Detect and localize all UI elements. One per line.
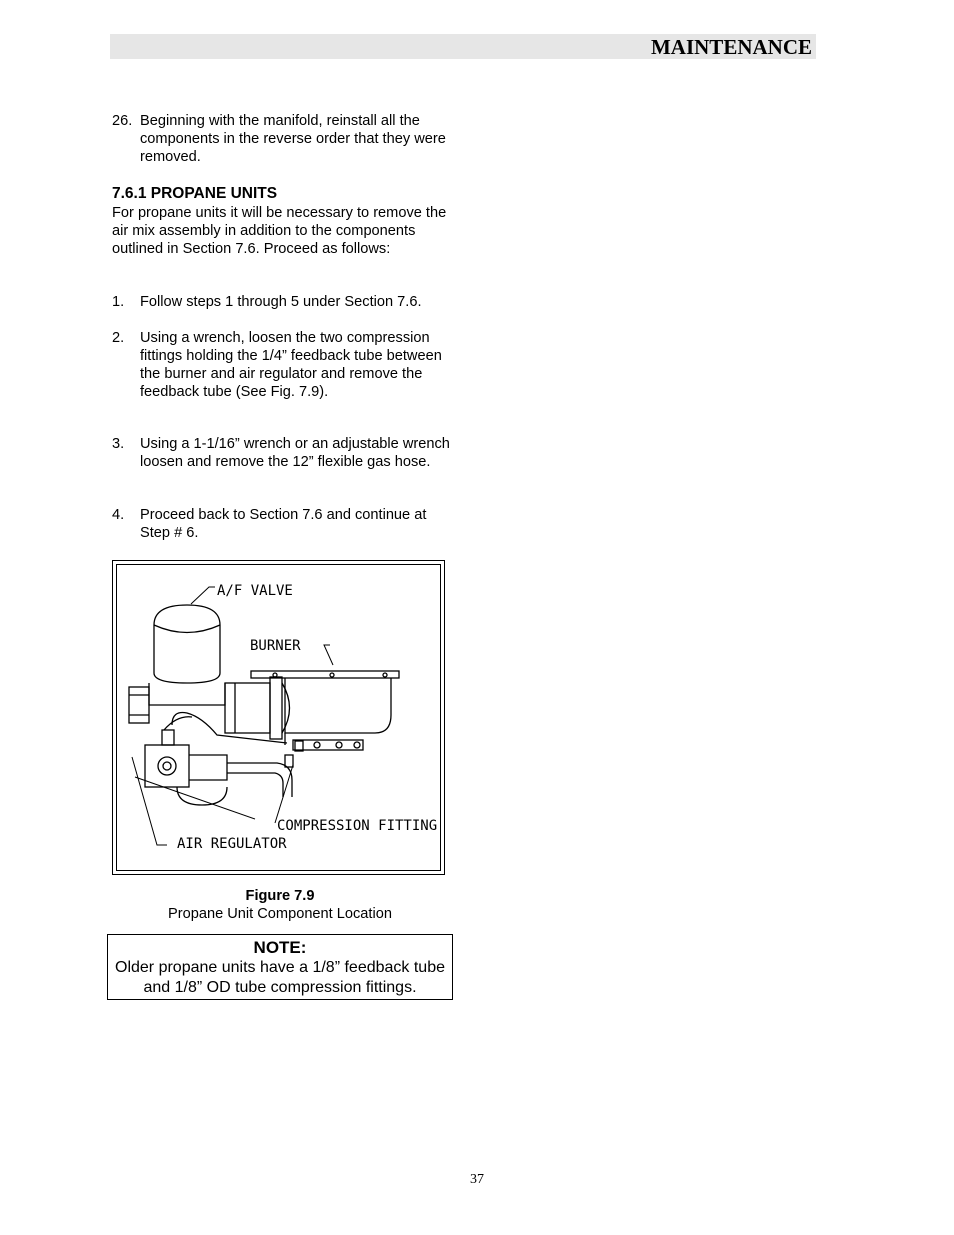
note-box: [107, 934, 453, 1000]
compression-fitting-label: COMPRESSION FITTING: [277, 818, 438, 834]
note-text: Older propane units have a 1/8” feedback tube and 1/8” OD tube compression fittings.: [115, 959, 445, 996]
figure-caption-title: Figure 7.9: [245, 888, 315, 904]
air-regulator-label: AIR REGULATOR: [177, 836, 287, 852]
burner-label: BURNER: [250, 638, 301, 654]
af-valve-label: A/F VALVE: [217, 583, 293, 599]
header-bar: [110, 34, 816, 59]
step-text: Using a 1-1/16” wrench or an adjustable wrench loosen and remove the 12” flexible gas hose.: [140, 436, 450, 470]
step-number: 1.: [112, 294, 125, 310]
note-title: NOTE:: [253, 938, 307, 957]
step-text: Using a wrench, loosen the two compression fittings holding the 1/4” feedback tube between the burner and air regulator and remove the feedback tube (See Fig. 7.9).: [140, 330, 442, 400]
step-text: Beginning with the manifold, reinstall all the components in the reverse order that they were removed.: [140, 113, 446, 165]
page-title: MAINTENANCE: [650, 35, 812, 59]
step-number: 3.: [112, 436, 125, 452]
section-intro: For propane units it will be necessary to remove the air mix assembly in addition to the components outlined in Section 7.6. Proceed as follows:: [112, 205, 447, 257]
page-number: 37: [470, 1172, 484, 1187]
step-text: Proceed back to Section 7.6 and continue at Step # 6.: [140, 507, 427, 541]
step-number: 4.: [112, 507, 125, 523]
step-number: 26.: [112, 113, 133, 129]
step-text: Follow steps 1 through 5 under Section 7.6.: [140, 294, 422, 310]
figure-frame: [112, 560, 445, 875]
step-number: 2.: [112, 330, 125, 346]
component-drawing: [117, 565, 440, 870]
figure-inner-frame: [116, 564, 441, 871]
figure-caption-text: Propane Unit Component Location: [168, 906, 392, 922]
section-heading: 7.6.1 PROPANE UNITS: [112, 185, 278, 202]
